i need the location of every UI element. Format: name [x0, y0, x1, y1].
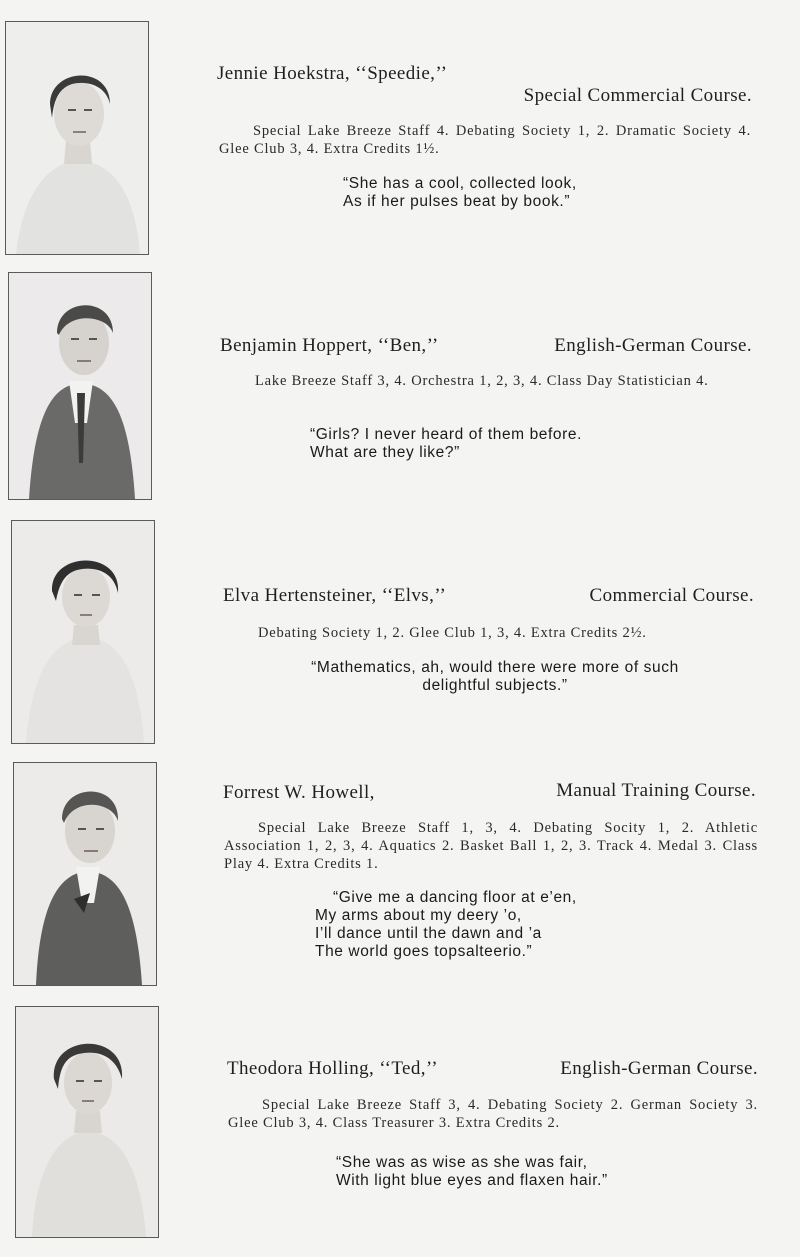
course-name: English-German Course.: [560, 1058, 758, 1079]
activities-text: Special Lake Breeze Staff 4. Debating Society 1, 2. Dramatic Society 4. Glee Club 3, 4. Extra Credits 1½.: [219, 123, 751, 157]
senior-quote: [315, 889, 577, 961]
senior-quote: [310, 426, 582, 462]
course-name: Manual Training Course.: [556, 780, 756, 801]
senior-quote: [343, 175, 577, 211]
quote-line: “She has a cool, collected look,: [343, 175, 577, 192]
course-name: Commercial Course.: [589, 585, 754, 606]
quote-line: As if her pulses beat by book.”: [343, 193, 571, 210]
quote-line: delightful subjects.”: [422, 677, 568, 694]
quote-line: “Give me a dancing floor at e’en,: [333, 889, 577, 906]
course-name: English-German Course.: [554, 335, 752, 356]
quote-line: I’ll dance until the dawn and ’a: [315, 925, 542, 942]
portrait-photo: [15, 1006, 159, 1238]
student-name: Theodora Holling, ‘‘Ted,’’: [227, 1058, 438, 1079]
quote-line: “Mathematics, ah, would there were more of such: [311, 659, 679, 676]
quote-line: My arms about my deery ’o,: [315, 907, 522, 924]
student-name: Benjamin Hoppert, ‘‘Ben,’’: [220, 335, 439, 356]
activities-text: Lake Breeze Staff 3, 4. Orchestra 1, 2, 3, 4. Class Day Statistician 4.: [255, 373, 709, 389]
quote-line: “Girls? I never heard of them before.: [310, 426, 583, 443]
quote-line: The world goes topsalteerio.”: [315, 943, 533, 960]
quote-line: What are they like?”: [310, 444, 460, 461]
student-name: Jennie Hoekstra, ‘‘Speedie,’’: [217, 63, 448, 84]
activities-text: Special Lake Breeze Staff 1, 3, 4. Debating Socity 1, 2. Athletic Association 1, 2, 3, 4. Aquatics 2. Basket Ball 1, 2, 3. Track 4. Medal 3. Class Play 4. Extra Credits 1.: [224, 820, 758, 872]
senior-quote: [336, 1154, 608, 1190]
activities-text: Debating Society 1, 2. Glee Club 1, 3, 4. Extra Credits 2½.: [258, 625, 647, 641]
course-name: Special Commercial Course.: [523, 85, 752, 106]
quote-line: With light blue eyes and flaxen hair.”: [336, 1172, 608, 1189]
activities-text: Special Lake Breeze Staff 3, 4. Debating Society 2. German Society 3. Glee Club 3, 4. Class Treasurer 3. Extra Credits 2.: [228, 1097, 758, 1131]
senior-quote: [265, 659, 725, 695]
portrait-photo: [8, 272, 152, 500]
student-name: Forrest W. Howell,: [223, 782, 375, 803]
portrait-photo: [11, 520, 155, 744]
student-name: Elva Hertensteiner, ‘‘Elvs,’’: [223, 585, 447, 606]
portrait-photo: [5, 21, 149, 255]
quote-line: “She was as wise as she was fair,: [336, 1154, 588, 1171]
portrait-photo: [13, 762, 157, 986]
